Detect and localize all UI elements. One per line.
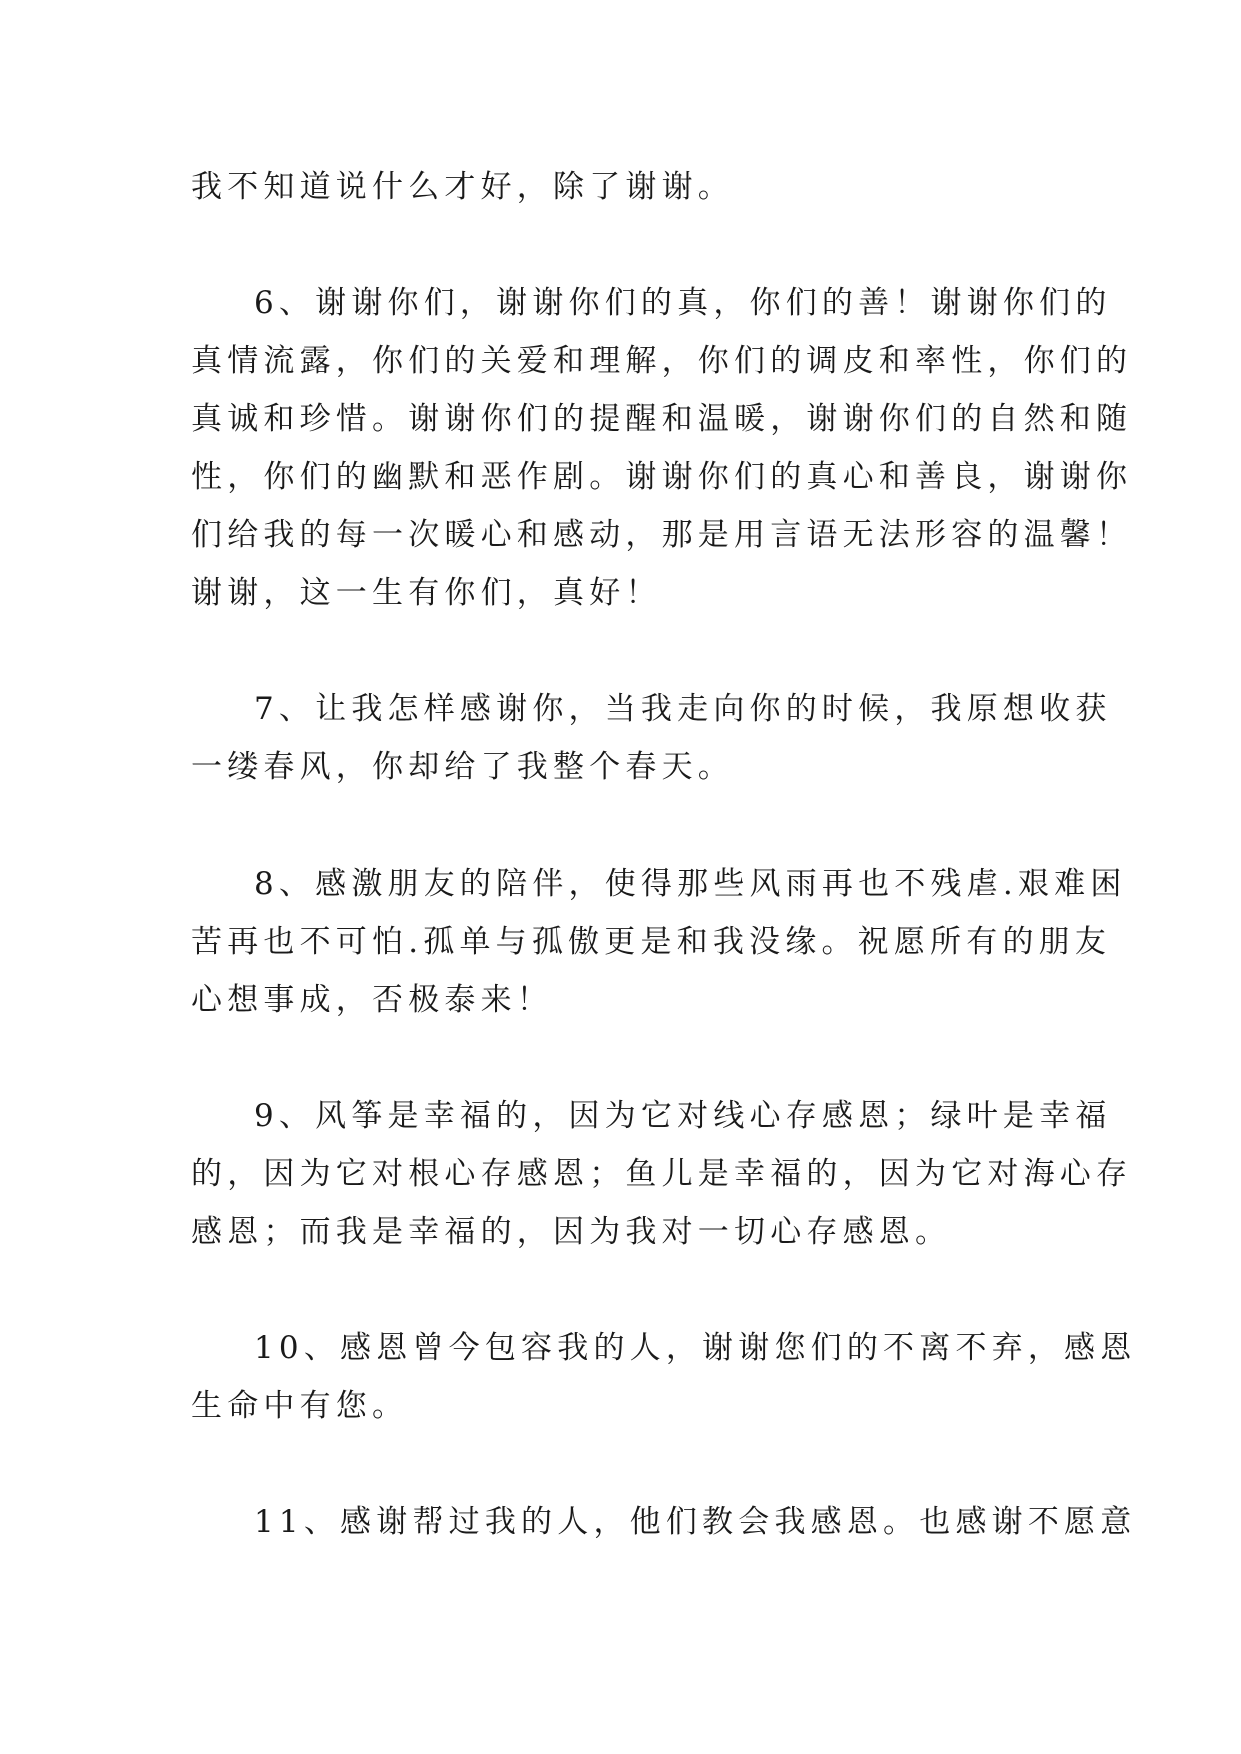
paragraph-line: 们给我的每一次暖心和感动，那是用言语无法形容的温馨！ (191, 517, 1133, 553)
paragraph-line: 心想事成，否极泰来！ (191, 982, 553, 1018)
paragraph-line: 感恩；而我是幸福的，因为我对一切心存感恩。 (191, 1214, 952, 1250)
paragraph-line: 真诚和珍惜。谢谢你们的提醒和温暖，谢谢你们的自然和随 (191, 401, 1133, 437)
paragraph-line: 性，你们的幽默和恶作剧。谢谢你们的真心和善良，谢谢你 (191, 459, 1133, 495)
paragraph-line: 的，因为它对根心存感恩；鱼儿是幸福的，因为它对海心存 (191, 1156, 1133, 1192)
paragraph-line: 真情流露，你们的关爱和理解，你们的调皮和率性，你们的 (191, 343, 1133, 379)
paragraph-line: 10、感恩曾今包容我的人，谢谢您们的不离不弃，感恩 (254, 1330, 1137, 1366)
paragraph-line: 生命中有您。 (191, 1388, 409, 1424)
paragraph-line: 9、风筝是幸福的，因为它对线心存感恩；绿叶是幸福 (254, 1098, 1112, 1134)
paragraph-line: 11、感谢帮过我的人，他们教会我感恩。也感谢不愿意 (254, 1504, 1137, 1540)
paragraph-line: 我不知道说什么才好，除了谢谢。 (191, 169, 734, 205)
paragraph-line: 7、让我怎样感谢你，当我走向你的时候，我原想收获 (254, 691, 1112, 727)
paragraph-line: 8、感激朋友的陪伴，使得那些风雨再也不残虐.艰难困 (254, 866, 1127, 902)
paragraph-line: 一缕春风，你却给了我整个春天。 (191, 749, 734, 785)
paragraph-line: 苦再也不可怕.孤单与孤傲更是和我没缘。祝愿所有的朋友 (191, 924, 1112, 960)
paragraph-line: 6、谢谢你们，谢谢你们的真，你们的善！谢谢你们的 (254, 285, 1112, 321)
paragraph-line: 谢谢，这一生有你们，真好！ (191, 575, 662, 611)
